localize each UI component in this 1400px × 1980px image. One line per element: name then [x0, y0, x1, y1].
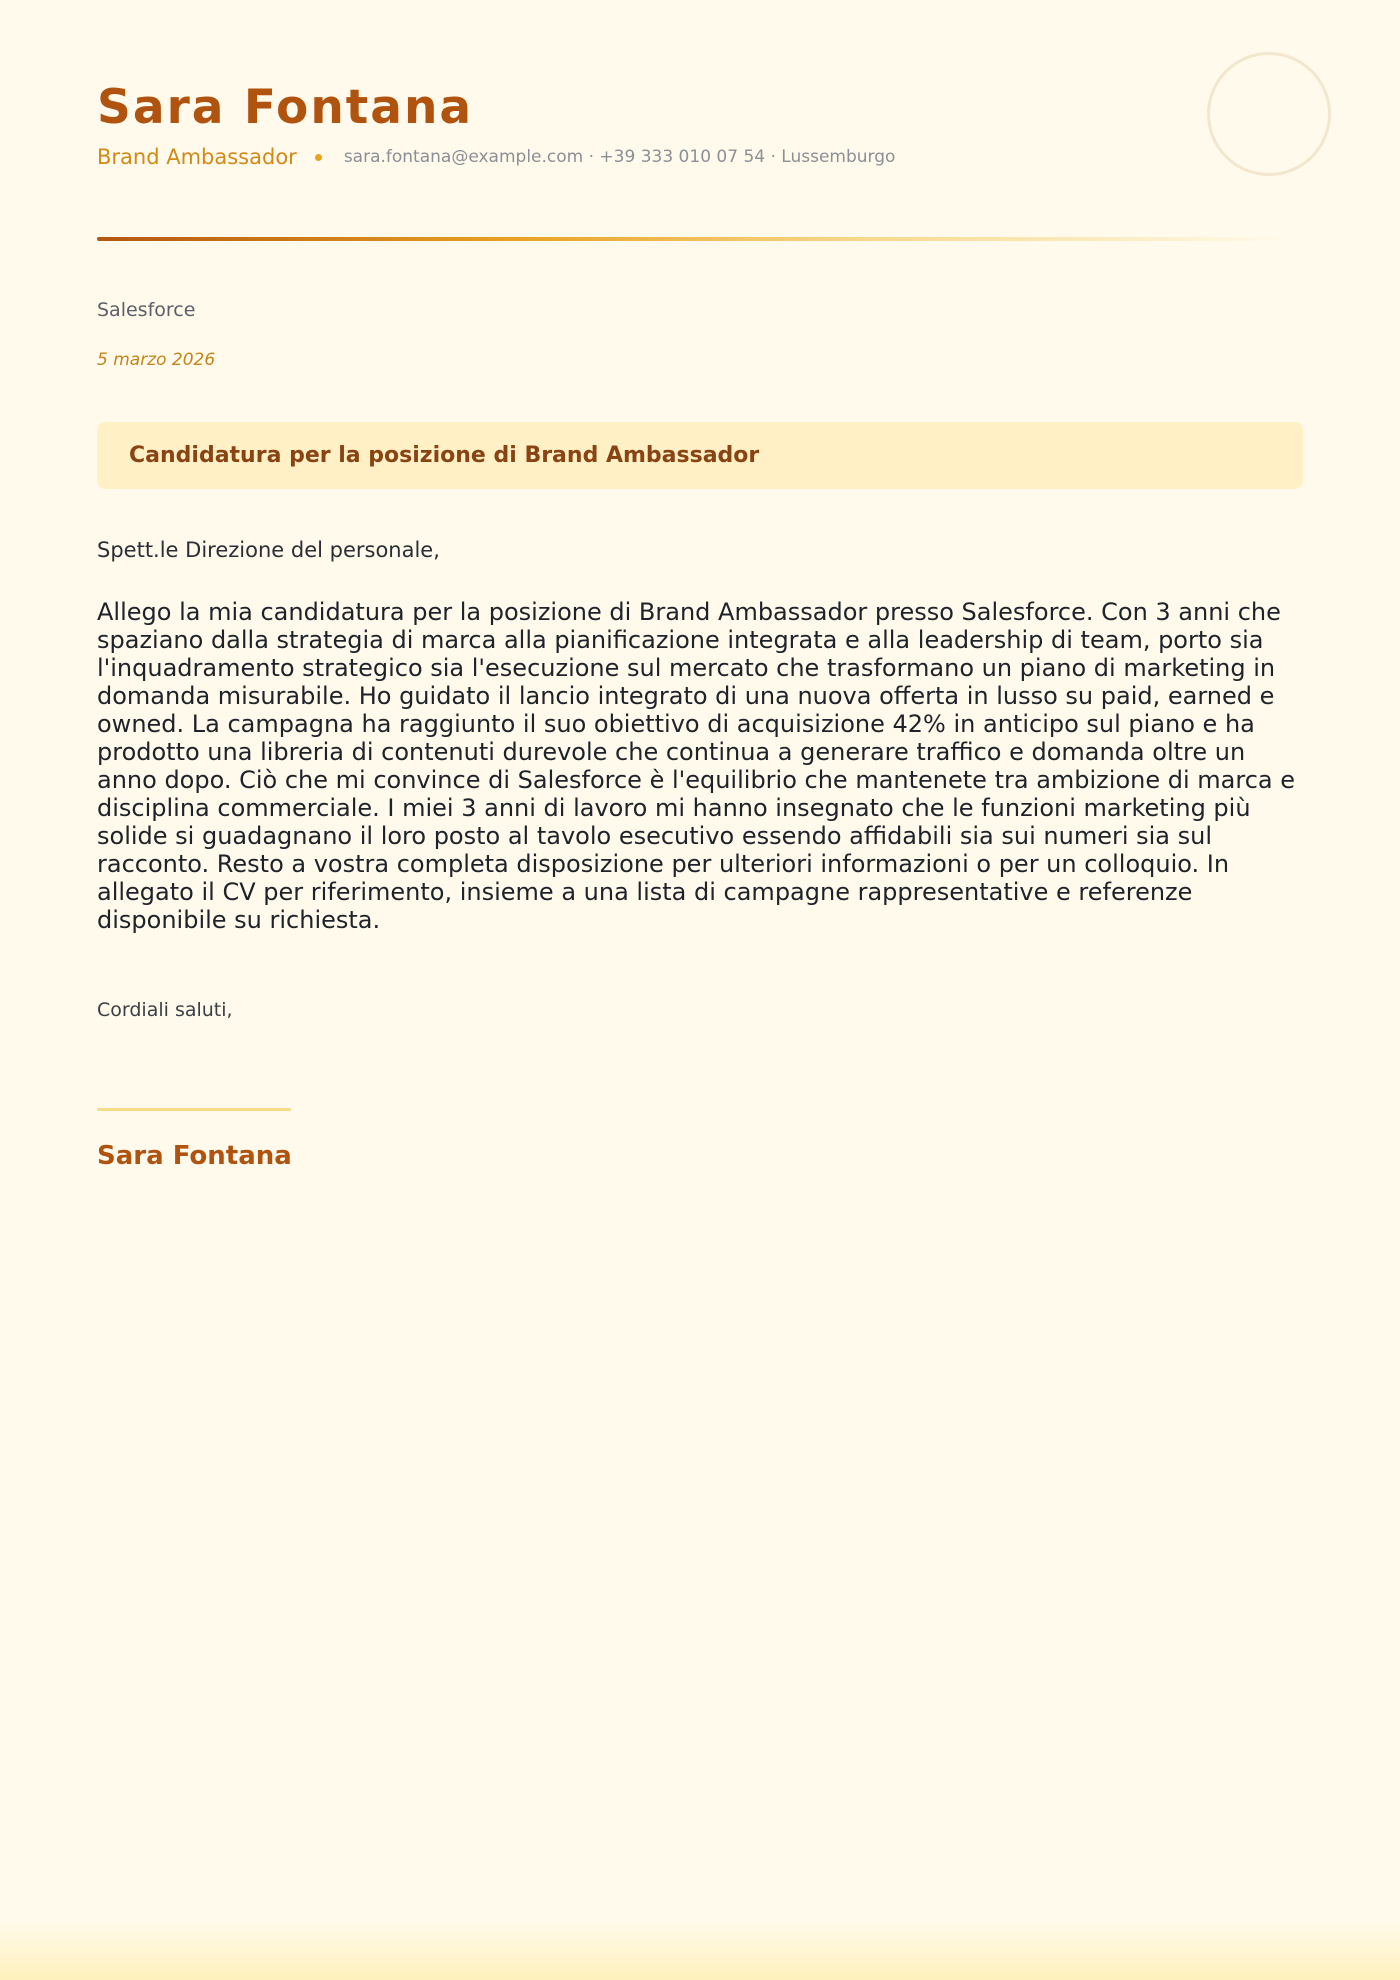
- header-divider: [97, 237, 1287, 241]
- closing: Cordiali saluti,: [97, 999, 233, 1021]
- separator-dot: [315, 154, 322, 161]
- decorative-circle: [1207, 52, 1331, 176]
- signature-line: [97, 1108, 291, 1111]
- contact-info: sara.fontana@example.com · +39 333 010 07 54 · Lussemburgo: [343, 147, 896, 167]
- bottom-gradient: [0, 1920, 1400, 1980]
- subject-line: Candidatura per la posizione di Brand Ambassador: [129, 443, 760, 468]
- applicant-role: Brand Ambassador: [97, 145, 297, 169]
- letter-date: 5 marzo 2026: [97, 350, 216, 370]
- salutation: Spett.le Direzione del personale,: [97, 538, 440, 562]
- subject-banner: [97, 422, 1303, 489]
- applicant-name: Sara Fontana: [97, 80, 474, 135]
- signature-name: Sara Fontana: [97, 1141, 292, 1171]
- recipient-company: Salesforce: [97, 299, 196, 321]
- letter-body: Allego la mia candidatura per la posizione di Brand Ambassador presso Salesforce. Con 3 anni che spaziano dalla strategia di marca alla pianificazione integrata e alla leadership di team, porto sia l'inquadramento strategico sia l'esecuzione sul mercato che trasformano un piano di marketing in domanda misurabile. Ho guidato il lancio integrato di una nuova offerta in lusso su paid, earned e owned. La campagna ha raggiunto il suo obiettivo di acquisizione 42% in anticipo sul piano e ha prodotto una libreria di contenuti durevole che continua a generare traffico e domanda oltre un anno dopo. Ciò che mi convince di Salesforce è l'equilibrio che mantenete tra ambizione di marca e disciplina commerciale. I miei 3 anni di lavoro mi hanno insegnato che le funzioni marketing più solide si guadagnano il loro posto al tavolo esecutivo essendo affidabili sia sui numeri sia sul racconto. Resto a vostra completa disposizione per ulteriori informazioni o per un colloquio. In allegato il CV per riferimento, insieme a una lista di campagne rappresentative e referenze disponibile su richiesta.: [97, 598, 1295, 934]
- header-subline: [97, 145, 895, 169]
